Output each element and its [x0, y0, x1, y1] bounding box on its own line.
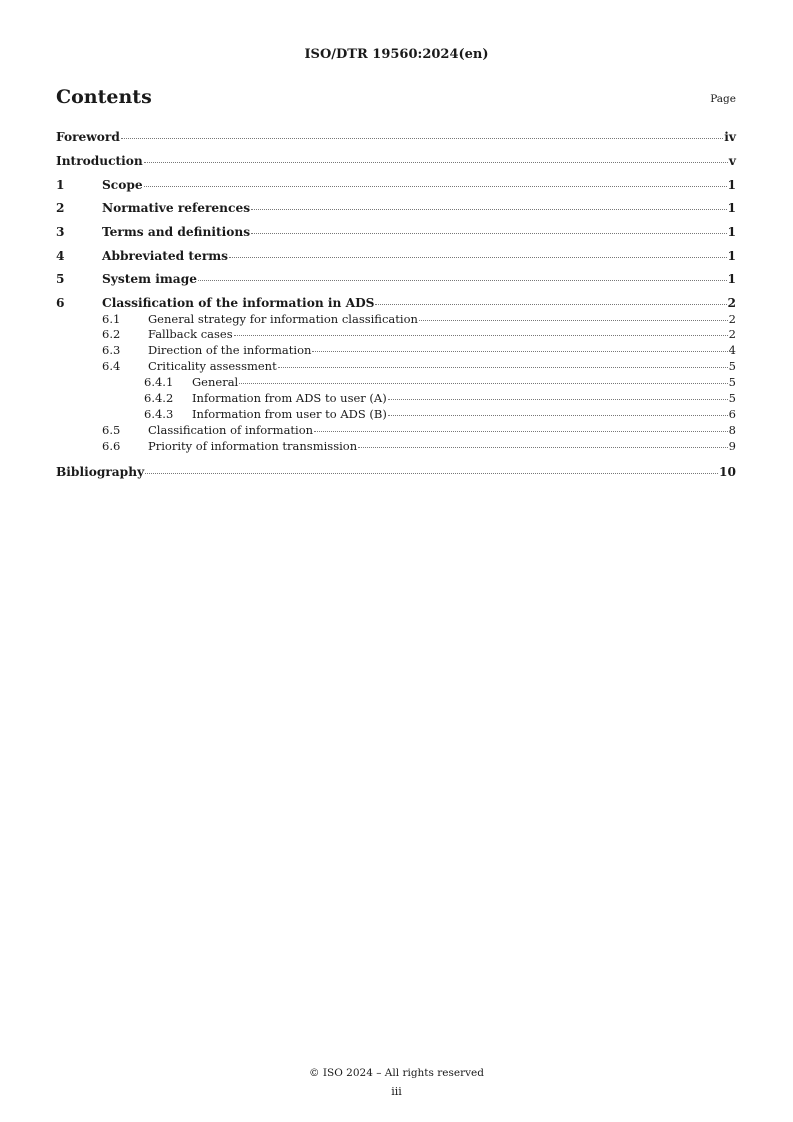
toc-entry-title: Terms and definitions [102, 225, 251, 239]
toc-entry-number: 6.4.3 [144, 407, 174, 421]
toc-entry-terms-and-definitions[interactable] [56, 225, 736, 239]
toc-entry-page: 4 [728, 343, 736, 357]
toc-entry-title: Fallback cases [148, 327, 233, 341]
toc-entry-number: 6.5 [102, 423, 121, 437]
toc-entry-title: System image [102, 272, 197, 286]
toc-dot-leader [312, 351, 727, 352]
toc-entry-6-5[interactable] [56, 424, 736, 436]
toc-entry-title: Abbreviated terms [102, 249, 228, 263]
toc-entry-foreword[interactable] [56, 130, 736, 144]
toc-entry-scope[interactable] [56, 178, 736, 192]
toc-dot-leader [121, 138, 723, 139]
toc-dot-leader [239, 383, 727, 384]
toc-dot-leader [388, 399, 728, 400]
toc-dot-leader [144, 162, 728, 163]
toc-entry-6-4-1[interactable] [56, 376, 736, 388]
page-number: iii [391, 1085, 402, 1098]
toc-entry-number: 6.4.1 [144, 375, 174, 389]
toc-entry-page: iv [724, 130, 736, 144]
toc-entry-title: Classification of information [148, 423, 314, 437]
toc-dot-leader [358, 447, 728, 448]
toc-dot-leader [234, 335, 728, 336]
toc-entry-page: 8 [728, 423, 736, 437]
toc-entry-title: Scope [102, 178, 143, 192]
document-header: ISO/DTR 19560:2024(en) [304, 47, 489, 62]
toc-entry-title: Criticality assessment [148, 359, 277, 373]
toc-entry-page: 1 [727, 201, 736, 215]
toc-dot-leader [198, 280, 727, 281]
toc-entry-page: v [728, 154, 736, 168]
toc-entry-abbreviated-terms[interactable] [56, 249, 736, 263]
toc-entry-number: 6.3 [102, 343, 121, 357]
toc-entry-page: 1 [727, 225, 736, 239]
toc-dot-leader [419, 320, 728, 321]
toc-entry-6-4-3[interactable] [56, 408, 736, 420]
page-column-label: Page [710, 93, 736, 105]
toc-entry-page: 2 [728, 327, 736, 341]
toc-entry-number: 6.2 [102, 327, 121, 341]
toc-entry-title: General strategy for information classification [148, 312, 418, 326]
toc-entry-number: 6.1 [102, 312, 121, 326]
toc-entry-normative-references[interactable] [56, 201, 736, 215]
toc-entry-6-3[interactable] [56, 344, 736, 356]
toc-entry-classification[interactable] [56, 296, 736, 310]
toc-entry-page: 10 [719, 465, 736, 479]
toc-dot-leader [388, 415, 728, 416]
toc-entry-title: Priority of information transmission [148, 439, 358, 453]
toc-entry-6-2[interactable] [56, 328, 736, 340]
toc-dot-leader [251, 233, 726, 234]
toc-entry-page: 5 [728, 375, 736, 389]
toc-dot-leader [251, 209, 726, 210]
toc-entry-number: 6.4.2 [144, 391, 174, 405]
toc-dot-leader [229, 257, 727, 258]
toc-entry-page: 1 [727, 249, 736, 263]
toc-entry-title: Classification of the information in ADS [102, 296, 375, 310]
toc-entry-number: 1 [56, 178, 65, 192]
toc-entry-6-4-2[interactable] [56, 392, 736, 404]
contents-title: Contents [56, 86, 152, 108]
toc-entry-title: Information from ADS to user (A) [192, 391, 387, 405]
toc-entry-number: 6.4 [102, 359, 121, 373]
toc-entry-page: 1 [727, 178, 736, 192]
toc-dot-leader [375, 304, 726, 305]
toc-entry-title: Normative references [102, 201, 251, 215]
toc-dot-leader [145, 473, 718, 474]
toc-dot-leader [144, 186, 727, 187]
toc-entry-number: 2 [56, 201, 65, 215]
toc-entry-6-1[interactable] [56, 313, 736, 325]
toc-entry-number: 3 [56, 225, 65, 239]
toc-entry-bibliography[interactable] [56, 465, 736, 479]
toc-entry-system-image[interactable] [56, 272, 736, 286]
toc-entry-page: 5 [728, 391, 736, 405]
toc-entry-page: 1 [727, 272, 736, 286]
copyright-footer: © ISO 2024 – All rights reserved [309, 1067, 484, 1079]
toc-entry-introduction[interactable] [56, 154, 736, 168]
toc-entry-title: Bibliography [56, 465, 145, 479]
toc-entry-page: 6 [728, 407, 736, 421]
toc-entry-6-6[interactable] [56, 440, 736, 452]
toc-entry-title: Direction of the information [148, 343, 312, 357]
toc-entry-title: Information from user to ADS (B) [192, 407, 387, 421]
toc-entry-number: 4 [56, 249, 65, 263]
toc-dot-leader [278, 367, 728, 368]
toc-entry-page: 9 [728, 439, 736, 453]
toc-entry-page: 5 [728, 359, 736, 373]
toc-entry-number: 6.6 [102, 439, 121, 453]
toc-entry-page: 2 [728, 312, 736, 326]
toc-entry-number: 6 [56, 296, 65, 310]
toc-entry-number: 5 [56, 272, 65, 286]
toc-entry-title: General [192, 375, 239, 389]
toc-entry-title: Introduction [56, 154, 143, 168]
toc-dot-leader [314, 431, 728, 432]
toc-entry-page: 2 [727, 296, 736, 310]
toc-entry-title: Foreword [56, 130, 120, 144]
toc-entry-6-4[interactable] [56, 360, 736, 372]
